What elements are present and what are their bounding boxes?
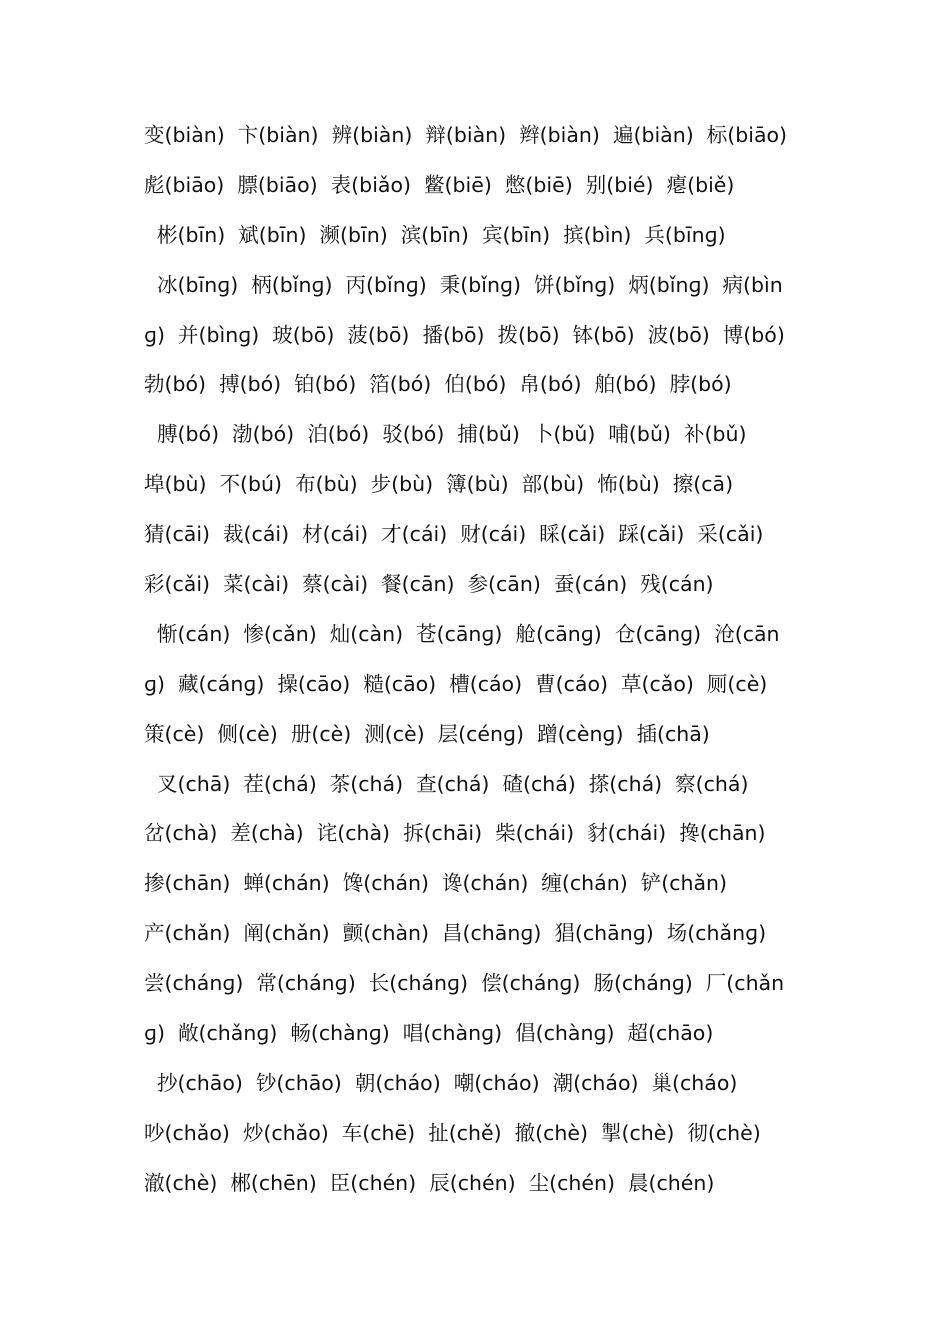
- text-line: 岔(chà) 差(chà) 诧(chà) 拆(chāi) 柴(chái) 豺(chái) 搀(chān): [144, 821, 766, 846]
- text-line: 彬(bīn) 斌(bīn) 濒(bīn) 滨(bīn) 宾(bīn) 摈(bìn) 兵(bīnɡ): [144, 222, 726, 247]
- text-line: 吵(chǎo) 炒(chǎo) 车(chē) 扯(chě) 撤(chè) 掣(chè) 彻(chè): [144, 1120, 761, 1145]
- text-line: 埠(bù) 不(bú) 布(bù) 步(bù) 簿(bù) 部(bù) 怖(bù) 擦(cā): [144, 472, 734, 497]
- text-line: 彪(biāo) 膘(biāo) 表(biǎo) 鳖(biē) 憋(biē) 别(bié) 瘪(biě): [144, 172, 735, 197]
- text-line: 冰(bīnɡ) 柄(bǐnɡ) 丙(bǐnɡ) 秉(bǐnɡ) 饼(bǐnɡ) 炳(bǐnɡ) 病(bìn: [144, 272, 783, 297]
- text-line: 彩(cǎi) 菜(cài) 蔡(cài) 餐(cān) 参(cān) 蚕(cán) 残(cán): [144, 572, 714, 597]
- text-line: 膊(bó) 渤(bó) 泊(bó) 驳(bó) 捕(bǔ) 卜(bǔ) 哺(bǔ) 补(bǔ): [144, 422, 747, 447]
- text-line: 产(chǎn) 阐(chǎn) 颤(chàn) 昌(chānɡ) 猖(chānɡ) 场(chǎnɡ): [144, 921, 767, 946]
- text-line: 掺(chān) 蝉(chán) 馋(chán) 谗(chán) 缠(chán) 铲(chǎn): [144, 871, 728, 896]
- text-line: 抄(chāo) 钞(chāo) 朝(cháo) 嘲(cháo) 潮(cháo) 巢(cháo): [144, 1070, 738, 1095]
- text-line: 策(cè) 侧(cè) 册(cè) 测(cè) 层(cénɡ) 蹭(cènɡ) 插(chā): [144, 721, 710, 746]
- text-line: 惭(cán) 惨(cǎn) 灿(càn) 苍(cānɡ) 舱(cānɡ) 仓(cānɡ) 沧(cān: [144, 621, 780, 646]
- text-line: ɡ) 并(bìnɡ) 玻(bō) 菠(bō) 播(bō) 拨(bō) 钵(bō) 波(bō) 博(bó): [144, 322, 785, 347]
- pinyin-text-block: [144, 113, 844, 1211]
- text-line: 叉(chā) 茬(chá) 茶(chá) 查(chá) 碴(chá) 搽(chá) 察(chá): [144, 771, 749, 796]
- text-line: ɡ) 敞(chǎnɡ) 畅(chànɡ) 唱(chànɡ) 倡(chànɡ) 超(chāo): [144, 1021, 714, 1046]
- text-line: 猜(cāi) 裁(cái) 材(cái) 才(cái) 财(cái) 睬(cǎi) 踩(cǎi) 采(cǎi): [144, 522, 764, 547]
- text-line: 变(biàn) 卞(biàn) 辨(biàn) 辩(biàn) 辫(biàn) 遍(biàn) 标(biāo): [144, 123, 788, 147]
- text-line: 澈(chè) 郴(chēn) 臣(chén) 辰(chén) 尘(chén) 晨(chén): [144, 1170, 715, 1195]
- text-line: 尝(chánɡ) 常(chánɡ) 长(chánɡ) 偿(chánɡ) 肠(chánɡ) 厂(chǎn: [144, 971, 785, 996]
- text-line: ɡ) 藏(cánɡ) 操(cāo) 糙(cāo) 槽(cáo) 曹(cáo) 草(cǎo) 厕(cè): [144, 671, 768, 696]
- text-line: 勃(bó) 搏(bó) 铂(bó) 箔(bó) 伯(bó) 帛(bó) 舶(bó) 脖(bó): [144, 372, 732, 397]
